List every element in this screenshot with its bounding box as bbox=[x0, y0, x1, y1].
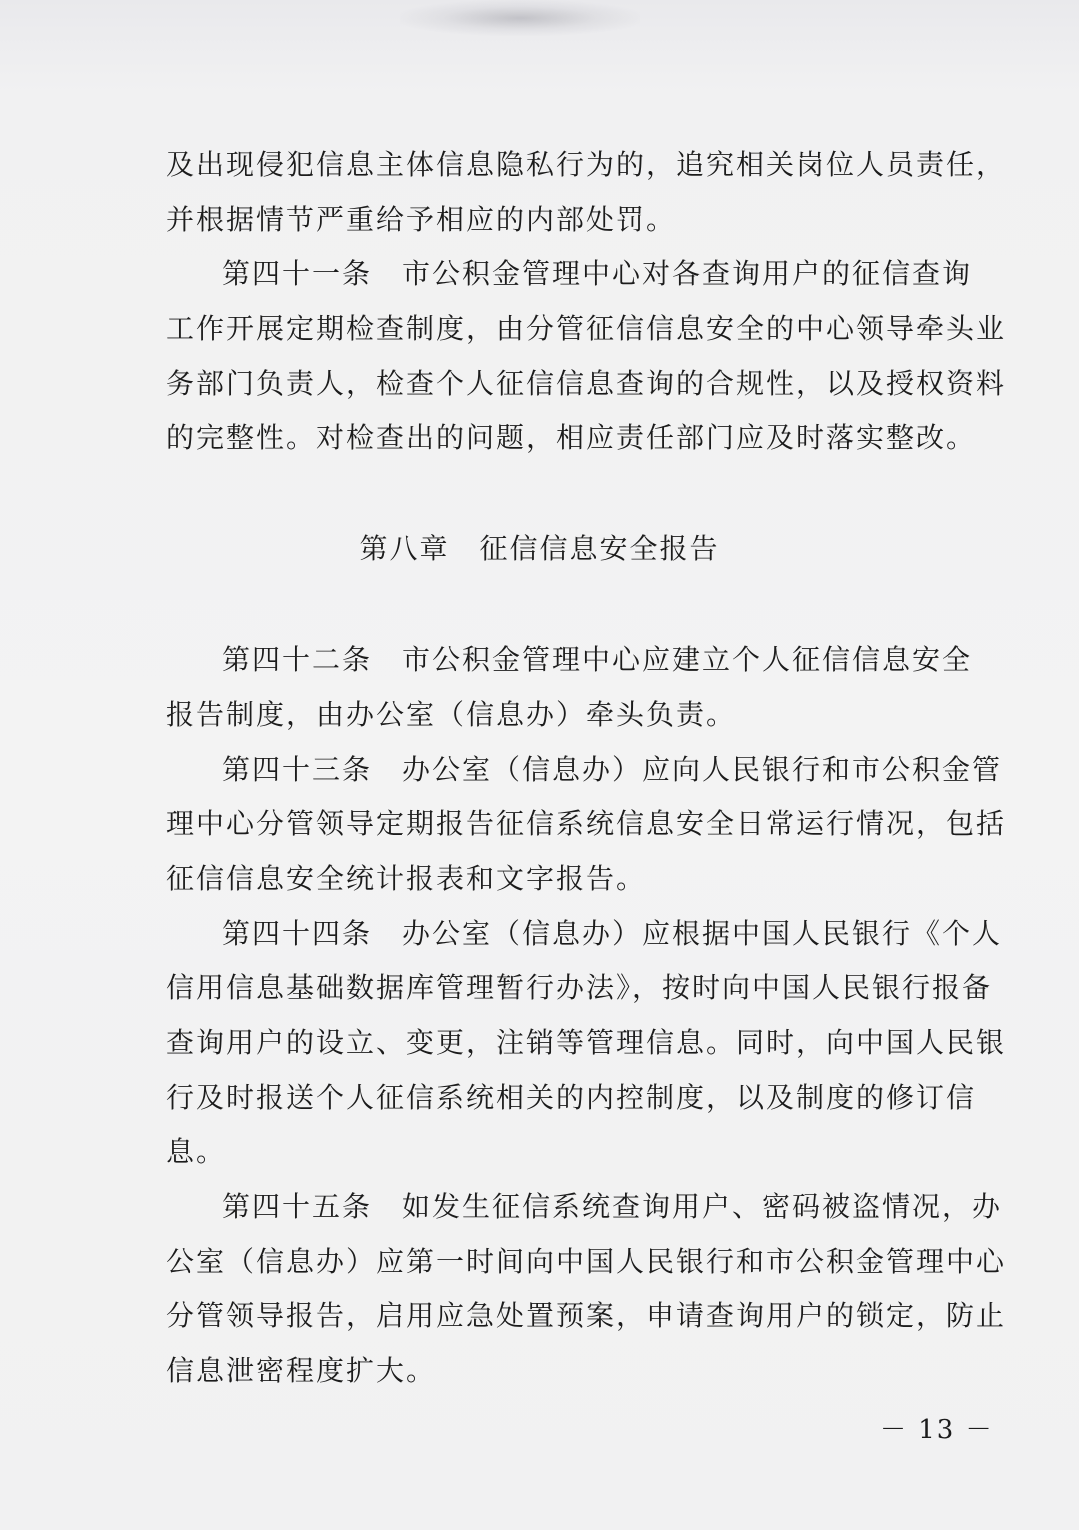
text-line: 信息泄密程度扩大。 bbox=[166, 1354, 437, 1387]
text-line: 报告制度，由办公室（信息办）牵头负责。 bbox=[166, 698, 737, 731]
article-44-line: 第四十四条 办公室（信息办）应根据中国人民银行《个人 bbox=[222, 917, 1003, 950]
article-45-line: 第四十五条 如发生征信系统查询用户、密码被盗情况，办 bbox=[222, 1190, 1003, 1223]
text-line: 理中心分管领导定期报告征信系统信息安全日常运行情况，包括 bbox=[166, 807, 1007, 840]
text-line: 工作开展定期检查制度，由分管征信信息安全的中心领导牵头业 bbox=[166, 312, 1007, 345]
scan-artifact bbox=[400, 0, 640, 36]
article-41-line: 第四十一条 市公积金管理中心对各查询用户的征信查询 bbox=[222, 257, 973, 290]
text-line: 分管领导报告，启用应急处置预案，申请查询用户的锁定，防止 bbox=[166, 1299, 1007, 1332]
text-line: 务部门负责人，检查个人征信信息查询的合规性，以及授权资料 bbox=[166, 367, 1007, 400]
text-line: 息。 bbox=[166, 1135, 227, 1168]
article-42-line: 第四十二条 市公积金管理中心应建立个人征信信息安全 bbox=[222, 643, 973, 676]
text-line: 公室（信息办）应第一时间向中国人民银行和市公积金管理中心 bbox=[166, 1245, 1007, 1278]
text-line: 查询用户的设立、变更，注销等管理信息。同时，向中国人民银 bbox=[166, 1026, 1007, 1059]
text-line: 及出现侵犯信息主体信息隐私行为的，追究相关岗位人员责任， bbox=[166, 148, 1007, 181]
text-line: 征信信息安全统计报表和文字报告。 bbox=[166, 862, 647, 895]
chapter-heading: 第八章 征信信息安全报告 bbox=[359, 532, 720, 565]
page-number: － 13 － bbox=[880, 1415, 994, 1445]
text-line: 信用信息基础数据库管理暂行办法》，按时向中国人民银行报备 bbox=[166, 971, 993, 1004]
text-line: 的完整性。对检查出的问题，相应责任部门应及时落实整改。 bbox=[166, 421, 977, 454]
text-line: 并根据情节严重给予相应的内部处罚。 bbox=[166, 203, 677, 236]
article-43-line: 第四十三条 办公室（信息办）应向人民银行和市公积金管 bbox=[222, 753, 1003, 786]
text-line: 行及时报送个人征信系统相关的内控制度，以及制度的修订信 bbox=[166, 1081, 977, 1114]
